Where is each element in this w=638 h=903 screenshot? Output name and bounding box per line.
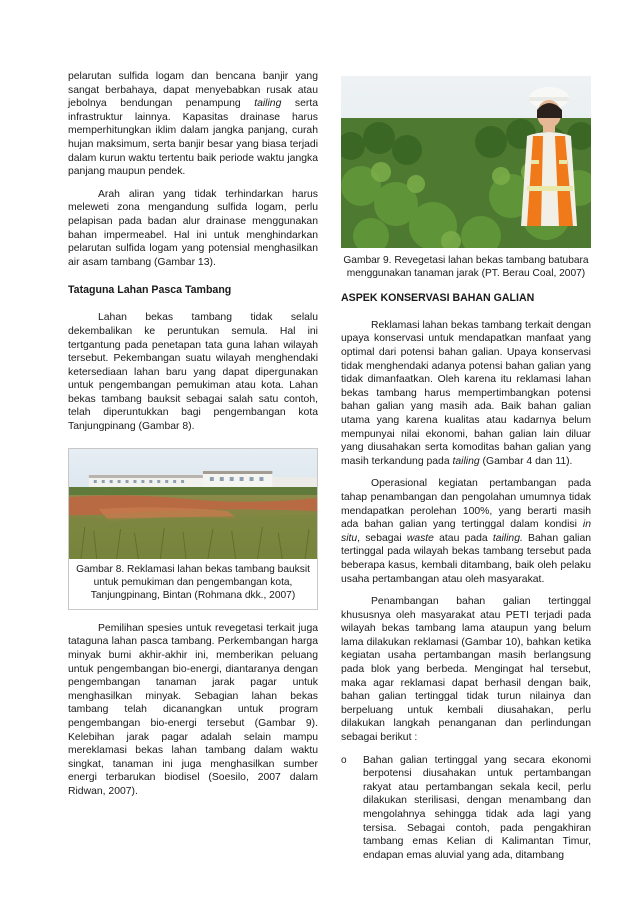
right-paragraph-1: Reklamasi lahan bekas tambang terkait dengan upaya konservasi untuk mendapatkan manfaat yang optimal dari potensi bahan galian. Upaya konservasi tidak menghendaki adanya potensi bahan galian yang tidak dimanfaatkan. Oleh karena itu reklamasi lahan bekas tambang harus mempertimbangkan potensi bahan galian yang masih ada. Baik bahan galian utama yang karena kualitas atau kadarnya belum mempunyai nilai ekonomi, bahan galian lain diluar yang diusahakan serta komoditas bahan galian yang masih terkandung pada tailing (Gambar 4 dan 11). — [341, 319, 591, 467]
right-paragraph-3: Penambangan bahan galian tertinggal khususnya oleh masyarakat atau PETI terjadi pada wilayah bekas tambang lama ataupun yang belum lama dilakukan reklamasi (Gambar 10), bahkan ketika kegiatan usaha pertambangan masih berlangsung pada blok yang berbeda. Mengingat hal tersebut, maka agar reklamasi dapat berhasil dengan baik, bahan galian tertinggal tidak turun nilainya dan berpeluang untuk kembali diusahakan, perlu dilakukan langkah penanganan dan perlindungan sebagai berikut : — [341, 596, 591, 744]
figure-9-caption: Gambar 9. Revegetasi lahan bekas tambang batubara menggunakan tanaman jarak (PT. Berau Coal, 2007) — [343, 255, 589, 280]
section-heading-aspek-konservasi: ASPEK KONSERVASI BAHAN GALIAN — [341, 291, 535, 304]
right-paragraph-2: Operasional kegiatan pertambangan pada tahap penambangan dan pengolahan umumnya tidak mendapatkan perolehan 100%, yang berarti masih ada bahan galian yang tertinggal dalam kondisi in situ, sebagai waste atau pada tailing. Bahan galian tertinggal pada wilayah bekas tambang tersebut pada beberapa kasus, kembali ditambang, baik oleh pelaku usaha pertambangan atau oleh masyarakat. — [341, 478, 591, 585]
list-item: o Bahan galian tertinggal yang secara ekonomi berpotensi diusahakan untuk pertambangan rakyat atau pertambangan sekala kecil, perlu dilakukan sterilisasi, dengan menambang dan mengolahnya sehingga tidak ada lagi yang tersisa. Sebagai contoh, pada pengakhiran tambang emas Kelian di Kalimantan Timur, endapan emas aluvial yang ada, ditambang — [341, 754, 591, 861]
section-heading-tataguna: Tataguna Lahan Pasca Tambang — [68, 284, 232, 297]
left-paragraph-1: pelarutan sulfida logam dan bencana banjir yang sangat berbahaya, dapat menyebabkan rusak atau jebolnya bendungan penampung tailing serta infrastruktur lainnya. Kapasitas drainase harus memperhitungkan iklim dalam jangka panjang, curah hujan maksimum, serta banjir besar yang biasa terjadi dalam kurun waktu tertentu baik periode waktu jangka panjang maupun pendek. — [68, 71, 318, 178]
left-paragraph-3: Lahan bekas tambang tidak selalu dekembalikan ke peruntukan semula. Hal ini tertgantung pada penetapan tata guna lahan wilayah tersebut. Pekembangan suatu wilayah menghendaki ketersediaan lahan baru yang dapat dipergunakan untuk pengembangan pemukiman atau kota. Lahan bekas tambang bauksit sebagai salah satu contoh, telah diperuntukkan bagi pengembangan kota Tanjungpinang (Gambar 8). — [68, 312, 318, 433]
figure-8-caption: Gambar 8. Reklamasi lahan bekas tambang bauksit untuk pemukiman dan pengembangan kota, Tanjungpinang, Bintan (Rohmana dkk., 2007) — [76, 563, 310, 602]
figure-8 — [68, 448, 318, 610]
figure-9-photo — [341, 76, 591, 248]
figure-9 — [341, 76, 591, 248]
left-paragraph-2: Arah aliran yang tidak terhindarkan harus meleweti zona mengandung sulfida logam, perlu pelapisan pada badan alur drainase menggunakan bahan impermeabel. Hal ini untuk menghindarkan pelarutan sulfida logam yang potensial menghasilkan air asam tambang (Gambar 13). — [68, 188, 318, 268]
right-column — [341, 76, 591, 862]
figure-8-photo — [69, 449, 317, 559]
left-column — [68, 70, 318, 799]
left-paragraph-4: Pemilihan spesies untuk revegetasi terkait juga tataguna lahan pasca tambang. Perkembangan harga minyak bumi akhir-akhir ini, memberikan peluang untuk pengembangan bio-energi, diantaranya dengan pengembangan tanaman jarak pagar untuk menghasilkan minyak. Sebagian lahan bekas tambang telah dicanangkan untuk program pengembangan bio-energi tersebut (Gambar 9). Kelebihan jarak pagar adalah selain mampu mereklamasi bekas lahan tambang dalam waktu singkat, tanaman ini juga menghasilkan sumber energi terbarukan biodisel (Soesilo, 2007 dalam Ridwan, 2007). — [68, 622, 318, 797]
bullet-list — [341, 754, 591, 863]
